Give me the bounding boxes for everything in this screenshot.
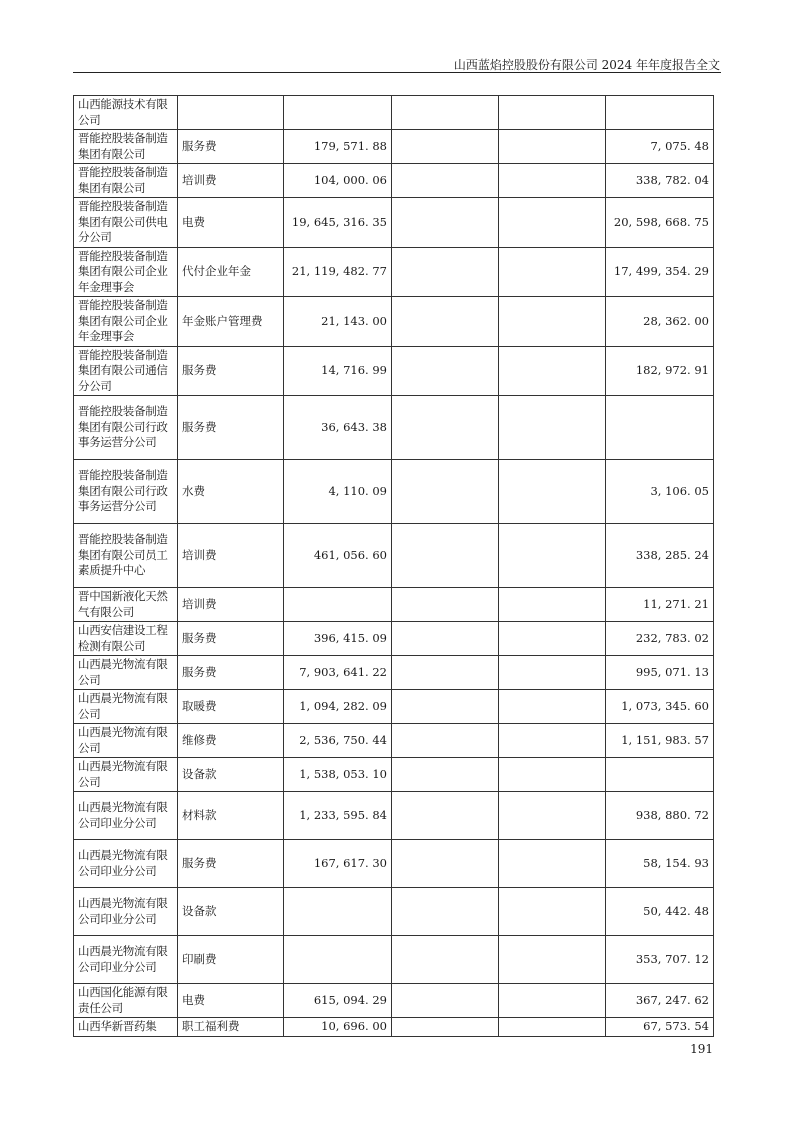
amount-cell-col1: 14, 716. 99 xyxy=(284,346,392,396)
amount-cell-col1: 4, 110. 09 xyxy=(284,460,392,524)
company-name-cell: 晋能控股装备制造集团有限公司企业年金理事会 xyxy=(74,247,178,297)
amount-cell-col4: 353, 707. 12 xyxy=(606,936,714,984)
amount-cell-col4: 182, 972. 91 xyxy=(606,346,714,396)
company-name-cell: 晋能控股装备制造集团有限公司 xyxy=(74,130,178,164)
company-name-cell: 晋能控股装备制造集团有限公司行政事务运营分公司 xyxy=(74,460,178,524)
report-header-title: 山西蓝焰控股股份有限公司 2024 年年度报告全文 xyxy=(453,58,720,72)
company-name-cell: 晋中国新液化天然气有限公司 xyxy=(74,588,178,622)
amount-cell-col3 xyxy=(499,622,606,656)
transaction-type-cell: 年金账户管理费 xyxy=(178,297,284,347)
amount-cell-col4: 338, 285. 24 xyxy=(606,524,714,588)
amount-cell-col4: 58, 154. 93 xyxy=(606,840,714,888)
amount-cell-col1: 167, 617. 30 xyxy=(284,840,392,888)
amount-cell-col1: 7, 903, 641. 22 xyxy=(284,656,392,690)
company-name-cell: 晋能控股装备制造集团有限公司 xyxy=(74,164,178,198)
amount-cell-col3 xyxy=(499,460,606,524)
amount-cell-col2 xyxy=(392,792,499,840)
amount-cell-col2 xyxy=(392,690,499,724)
company-name-cell: 山西能源技术有限公司 xyxy=(74,96,178,130)
amount-cell-col1: 104, 000. 06 xyxy=(284,164,392,198)
amount-cell-col3 xyxy=(499,588,606,622)
amount-cell-col3 xyxy=(499,96,606,130)
amount-cell-col4: 367, 247. 62 xyxy=(606,984,714,1018)
transaction-type-cell: 印刷费 xyxy=(178,936,284,984)
amount-cell-col4: 338, 782. 04 xyxy=(606,164,714,198)
amount-cell-col3 xyxy=(499,690,606,724)
amount-cell-col3 xyxy=(499,130,606,164)
company-name-cell: 山西晨光物流有限公司印业分公司 xyxy=(74,888,178,936)
amount-cell-col2 xyxy=(392,1018,499,1037)
amount-cell-col1: 21, 143. 00 xyxy=(284,297,392,347)
table-row xyxy=(74,346,714,396)
amount-cell-col2 xyxy=(392,297,499,347)
transaction-type-cell: 设备款 xyxy=(178,888,284,936)
amount-cell-col1: 179, 571. 88 xyxy=(284,130,392,164)
amount-cell-col1: 21, 119, 482. 77 xyxy=(284,247,392,297)
company-name-cell: 晋能控股装备制造集团有限公司行政事务运营分公司 xyxy=(74,396,178,460)
company-name-cell: 山西晨光物流有限公司 xyxy=(74,656,178,690)
amount-cell-col1: 1, 233, 595. 84 xyxy=(284,792,392,840)
amount-cell-col4: 7, 075. 48 xyxy=(606,130,714,164)
table-row xyxy=(74,758,714,792)
page-number: 191 xyxy=(690,1042,713,1056)
amount-cell-col2 xyxy=(392,588,499,622)
table-row xyxy=(74,96,714,130)
amount-cell-col2 xyxy=(392,840,499,888)
table-row xyxy=(74,247,714,297)
table-row xyxy=(74,1018,714,1037)
amount-cell-col3 xyxy=(499,396,606,460)
table-row xyxy=(74,792,714,840)
amount-cell-col1 xyxy=(284,588,392,622)
amount-cell-col1 xyxy=(284,936,392,984)
amount-cell-col2 xyxy=(392,758,499,792)
amount-cell-col4: 67, 573. 54 xyxy=(606,1018,714,1037)
amount-cell-col4: 11, 271. 21 xyxy=(606,588,714,622)
amount-cell-col3 xyxy=(499,346,606,396)
table-row xyxy=(74,130,714,164)
amount-cell-col2 xyxy=(392,622,499,656)
company-name-cell: 晋能控股装备制造集团有限公司通信分公司 xyxy=(74,346,178,396)
table-row xyxy=(74,656,714,690)
amount-cell-col1: 1, 538, 053. 10 xyxy=(284,758,392,792)
amount-cell-col3 xyxy=(499,984,606,1018)
amount-cell-col3 xyxy=(499,524,606,588)
amount-cell-col4: 1, 151, 983. 57 xyxy=(606,724,714,758)
amount-cell-col2 xyxy=(392,247,499,297)
table-row xyxy=(74,588,714,622)
transaction-type-cell: 服务费 xyxy=(178,622,284,656)
transaction-type-cell: 水费 xyxy=(178,460,284,524)
transaction-type-cell: 培训费 xyxy=(178,588,284,622)
table-row xyxy=(74,396,714,460)
amount-cell-col3 xyxy=(499,198,606,248)
amount-cell-col4: 232, 783. 02 xyxy=(606,622,714,656)
amount-cell-col1: 19, 645, 316. 35 xyxy=(284,198,392,248)
amount-cell-col3 xyxy=(499,164,606,198)
company-name-cell: 山西华新晋药集 xyxy=(74,1018,178,1037)
amount-cell-col2 xyxy=(392,164,499,198)
transaction-type-cell: 材料款 xyxy=(178,792,284,840)
amount-cell-col2 xyxy=(392,888,499,936)
amount-cell-col3 xyxy=(499,888,606,936)
table-row xyxy=(74,724,714,758)
amount-cell-col2 xyxy=(392,724,499,758)
amount-cell-col4: 50, 442. 48 xyxy=(606,888,714,936)
amount-cell-col1: 396, 415. 09 xyxy=(284,622,392,656)
amount-cell-col1: 615, 094. 29 xyxy=(284,984,392,1018)
amount-cell-col3 xyxy=(499,247,606,297)
header-divider xyxy=(73,72,721,73)
table-row xyxy=(74,936,714,984)
company-name-cell: 晋能控股装备制造集团有限公司企业年金理事会 xyxy=(74,297,178,347)
company-name-cell: 山西安信建设工程检测有限公司 xyxy=(74,622,178,656)
amount-cell-col2 xyxy=(392,460,499,524)
company-name-cell: 晋能控股装备制造集团有限公司员工素质提升中心 xyxy=(74,524,178,588)
transaction-type-cell: 取暖费 xyxy=(178,690,284,724)
amount-cell-col3 xyxy=(499,840,606,888)
amount-cell-col2 xyxy=(392,396,499,460)
amount-cell-col3 xyxy=(499,656,606,690)
company-name-cell: 山西晨光物流有限公司印业分公司 xyxy=(74,840,178,888)
company-name-cell: 山西晨光物流有限公司印业分公司 xyxy=(74,936,178,984)
transaction-type-cell: 服务费 xyxy=(178,346,284,396)
amount-cell-col3 xyxy=(499,792,606,840)
amount-cell-col2 xyxy=(392,96,499,130)
amount-cell-col2 xyxy=(392,984,499,1018)
transaction-type-cell: 电费 xyxy=(178,198,284,248)
amount-cell-col3 xyxy=(499,297,606,347)
table-row xyxy=(74,690,714,724)
table-row xyxy=(74,164,714,198)
transaction-type-cell: 服务费 xyxy=(178,656,284,690)
table-row xyxy=(74,198,714,248)
company-name-cell: 山西国化能源有限责任公司 xyxy=(74,984,178,1018)
amount-cell-col3 xyxy=(499,936,606,984)
company-name-cell: 山西晨光物流有限公司 xyxy=(74,690,178,724)
amount-cell-col2 xyxy=(392,346,499,396)
table-row xyxy=(74,840,714,888)
amount-cell-col1: 2, 536, 750. 44 xyxy=(284,724,392,758)
company-name-cell: 山西晨光物流有限公司 xyxy=(74,758,178,792)
amount-cell-col3 xyxy=(499,724,606,758)
company-name-cell: 晋能控股装备制造集团有限公司供电分公司 xyxy=(74,198,178,248)
transaction-type-cell: 电费 xyxy=(178,984,284,1018)
amount-cell-col2 xyxy=(392,198,499,248)
amount-cell-col4: 28, 362. 00 xyxy=(606,297,714,347)
amount-cell-col2 xyxy=(392,130,499,164)
amount-cell-col4 xyxy=(606,396,714,460)
amount-cell-col1 xyxy=(284,888,392,936)
amount-cell-col2 xyxy=(392,936,499,984)
amount-cell-col4 xyxy=(606,96,714,130)
table-row xyxy=(74,460,714,524)
transaction-type-cell: 服务费 xyxy=(178,396,284,460)
amount-cell-col4: 1, 073, 345. 60 xyxy=(606,690,714,724)
transaction-type-cell: 服务费 xyxy=(178,130,284,164)
amount-cell-col1: 36, 643. 38 xyxy=(284,396,392,460)
amount-cell-col3 xyxy=(499,758,606,792)
transaction-type-cell: 代付企业年金 xyxy=(178,247,284,297)
amount-cell-col3 xyxy=(499,1018,606,1037)
amount-cell-col2 xyxy=(392,524,499,588)
amount-cell-col4: 3, 106. 05 xyxy=(606,460,714,524)
company-name-cell: 山西晨光物流有限公司印业分公司 xyxy=(74,792,178,840)
transaction-type-cell: 服务费 xyxy=(178,840,284,888)
table-row xyxy=(74,524,714,588)
amount-cell-col1: 1, 094, 282. 09 xyxy=(284,690,392,724)
amount-cell-col4: 17, 499, 354. 29 xyxy=(606,247,714,297)
amount-cell-col2 xyxy=(392,656,499,690)
transaction-type-cell: 设备款 xyxy=(178,758,284,792)
transaction-type-cell: 培训费 xyxy=(178,164,284,198)
table-row xyxy=(74,297,714,347)
amount-cell-col4: 995, 071. 13 xyxy=(606,656,714,690)
transaction-type-cell: 维修费 xyxy=(178,724,284,758)
related-party-transactions-table xyxy=(73,95,714,1037)
amount-cell-col4 xyxy=(606,758,714,792)
table-body xyxy=(74,96,714,1037)
amount-cell-col1 xyxy=(284,96,392,130)
table-row xyxy=(74,984,714,1018)
transaction-type-cell: 职工福利费 xyxy=(178,1018,284,1037)
amount-cell-col4: 20, 598, 668. 75 xyxy=(606,198,714,248)
amount-cell-col1: 461, 056. 60 xyxy=(284,524,392,588)
amount-cell-col4: 938, 880. 72 xyxy=(606,792,714,840)
company-name-cell: 山西晨光物流有限公司 xyxy=(74,724,178,758)
amount-cell-col1: 10, 696. 00 xyxy=(284,1018,392,1037)
table-row xyxy=(74,888,714,936)
table-row xyxy=(74,622,714,656)
transaction-type-cell: 培训费 xyxy=(178,524,284,588)
transaction-type-cell xyxy=(178,96,284,130)
